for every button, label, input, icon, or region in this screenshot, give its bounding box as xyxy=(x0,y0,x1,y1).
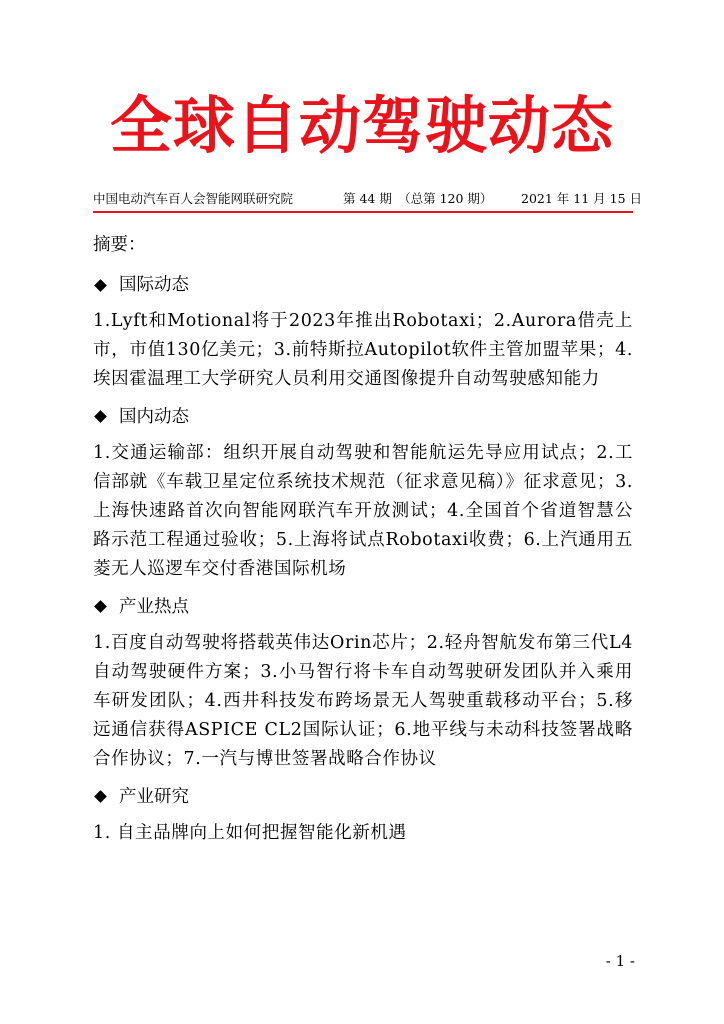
issue-number: 第 44 期 （总第 120 期） xyxy=(343,191,493,206)
section-body-international: 1.Lyft和Motional将于2023年推出Robotaxi；2.Aurora借壳上市，市值130亿美元；3.前特斯拉Autopilot软件主管加盟苹果；4.埃因霍温理工大学研究人员利用交通图像提升自动驾驶感知能力 xyxy=(93,311,633,390)
section-heading-label: 产业研究 xyxy=(119,786,189,807)
summary-title: 摘要： xyxy=(93,235,146,255)
diamond-bullet-icon xyxy=(94,600,107,613)
diamond-bullet-icon xyxy=(94,410,107,423)
section-body-industry-hotspots: 1.百度自动驾驶将搭载英伟达Orin芯片；2.轻舟智航发布第三代L4自动驾驶硬件方案；3.小马智行将卡车自动驾驶研发团队并入乘用车研发团队；4.西井科技发布跨场景无人驾驶重载移动平台；5.移远通信获得ASPICE CL2国际认证；6.地平线与未动科技签署战略合作协议；7.一汽与博世签署战略合作协议 xyxy=(93,632,633,770)
masthead-title: 全球自动驾驶动态 xyxy=(109,89,614,162)
section-heading-industry-hotspots xyxy=(93,593,633,621)
diamond-bullet-icon xyxy=(94,790,107,803)
section-body-domestic: 1.交通运输部：组织开展自动驾驶和智能航运先导应用试点；2.工信部就《车载卫星定位系统技术规范（征求意见稿）》征求意见；3.上海快速路首次向智能网联汽车开放测试；4.全国首个省道智慧公路示范工程通过验收；5.上海将试点Robotaxi收费；6.上汽通用五菱无人巡逻车交付香港国际机场 xyxy=(93,442,633,580)
section-heading-domestic xyxy=(93,403,633,431)
header-divider xyxy=(93,211,633,213)
page-number: - 1 - xyxy=(605,952,635,970)
section-body-industry-research: 1. 自主品牌向上如何把握智能化新机遇 xyxy=(93,822,407,843)
section-heading-international xyxy=(93,271,633,299)
section-heading-label: 国际动态 xyxy=(119,275,189,295)
issue-date: 2021 年 11 月 15 日 xyxy=(521,191,642,206)
section-heading-industry-research xyxy=(93,783,633,811)
diamond-bullet-icon xyxy=(94,279,107,292)
section-heading-label: 产业热点 xyxy=(119,596,189,617)
section-heading-label: 国内动态 xyxy=(119,406,189,427)
summary-content xyxy=(93,231,633,856)
issue-organization: 中国电动汽车百人会智能网联研究院 xyxy=(93,191,294,206)
